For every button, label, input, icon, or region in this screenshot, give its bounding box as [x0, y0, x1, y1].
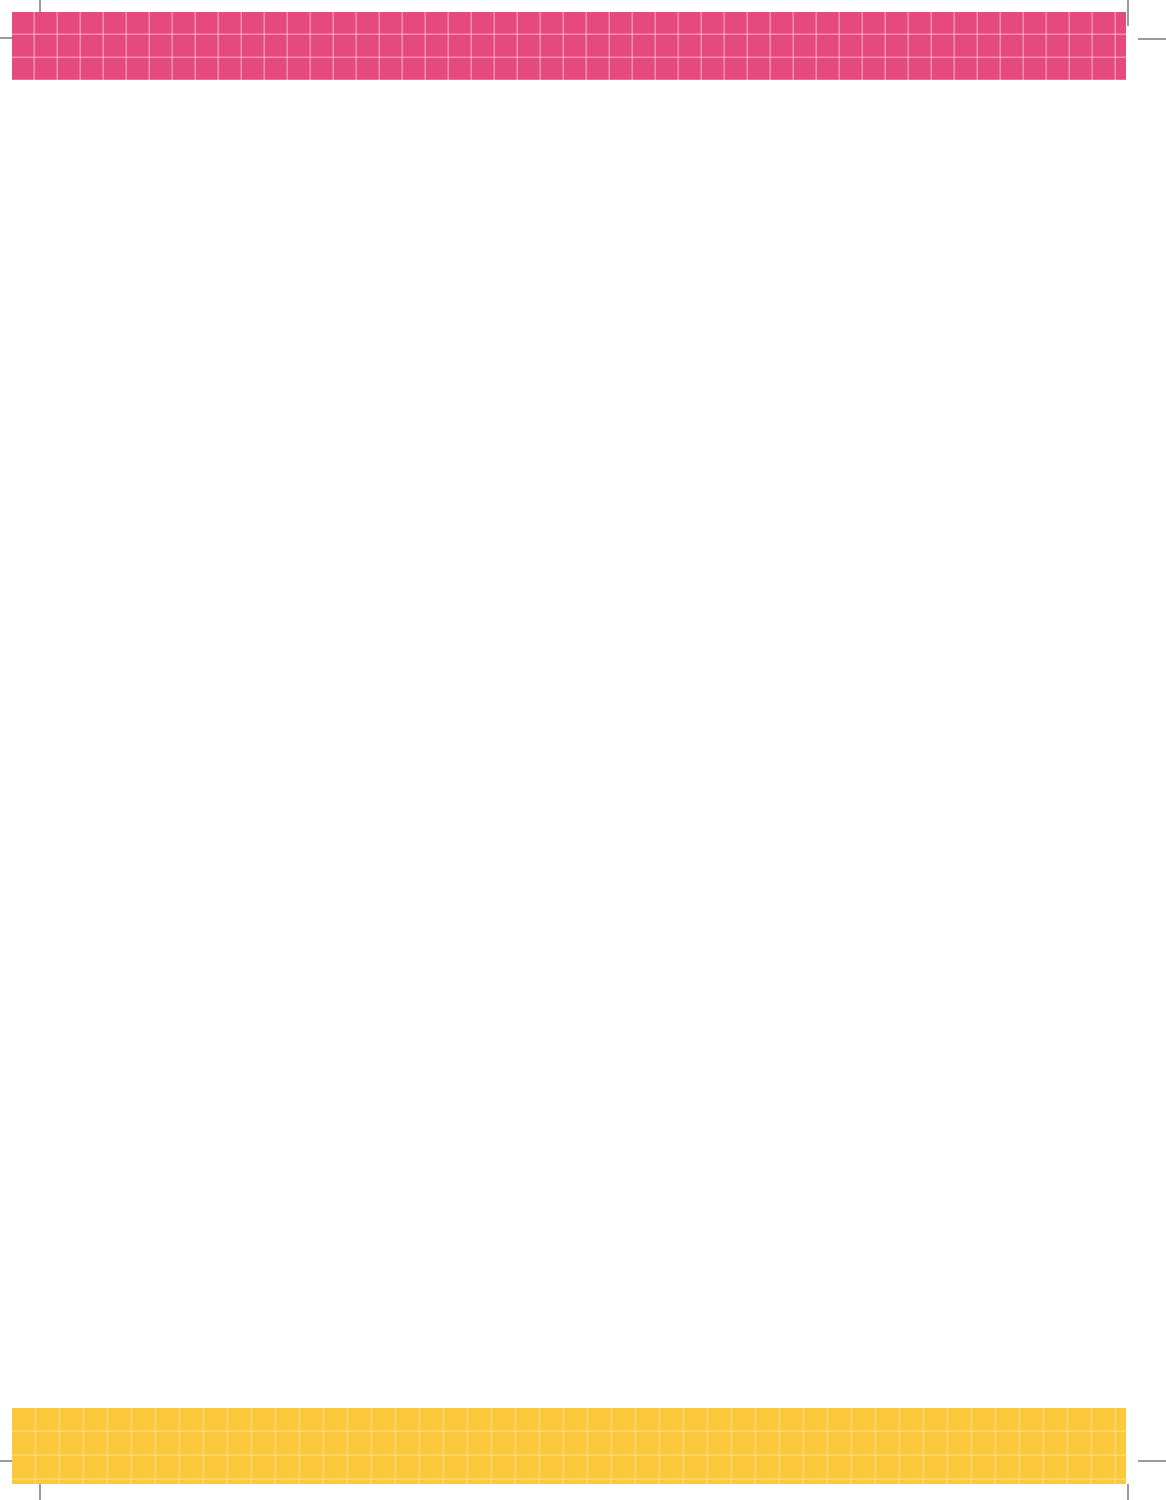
crop-mark: [1138, 1460, 1166, 1462]
top-banner-decoration: [12, 12, 1126, 80]
crop-mark: [1127, 1484, 1129, 1500]
crop-mark: [39, 1484, 41, 1500]
bottom-banner-decoration: [12, 1408, 1126, 1484]
crop-mark: [1138, 38, 1166, 40]
crop-mark: [1127, 0, 1129, 26]
